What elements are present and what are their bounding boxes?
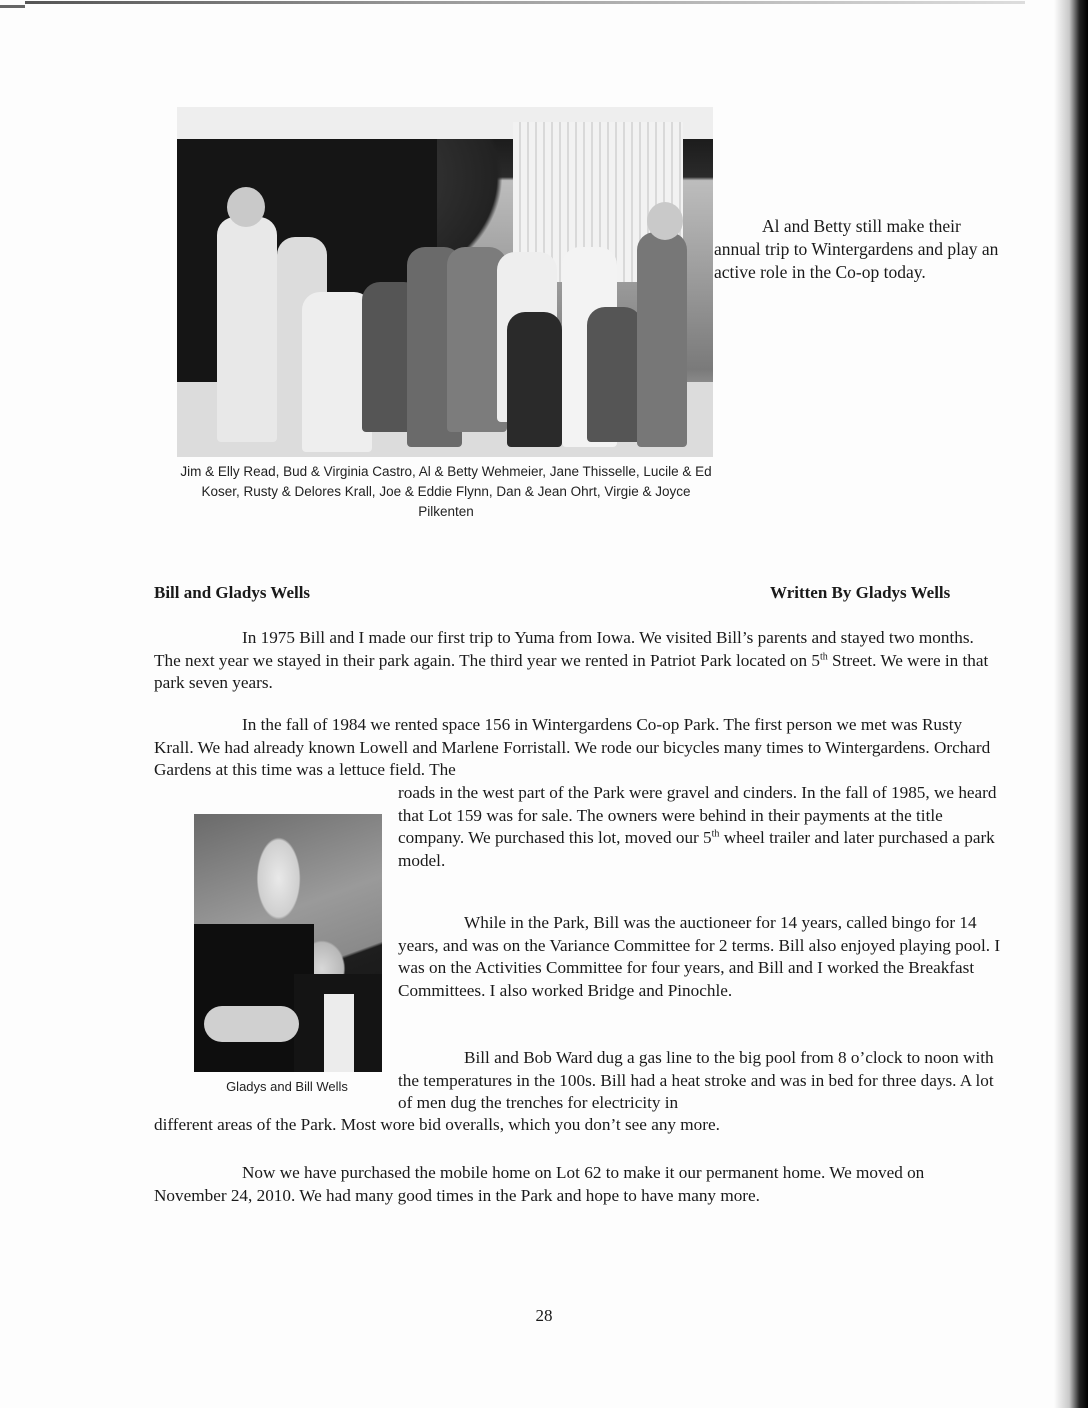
superscript-ordinal: th	[711, 828, 720, 840]
paragraph-1	[154, 627, 999, 695]
paragraph-5-text: Now we have purchased the mobile home on Lot 62 to make it our permanent home. We moved on November 24, 2010. We had many good times in the Park and hope to have many more.	[154, 1163, 925, 1205]
paragraph-3	[398, 912, 1004, 1002]
group-photo	[177, 107, 713, 457]
paragraph-2-start	[154, 714, 1004, 782]
side-note-text: Al and Betty still make their annual trip to Wintergardens and play an active role in the Co-op today.	[714, 216, 999, 282]
photo-head	[227, 187, 265, 227]
paragraph-2-start-text: In the fall of 1984 we rented space 156 in Wintergardens Co-op Park. The first person we met was Rusty Krall. We had already known Lowell and Marlene Forristall. We rode our bicycles many times to Wintergardens. Orchard Gardens at this time was a lettuce field. The	[154, 715, 991, 779]
photo-head	[647, 202, 683, 240]
photo-person	[507, 312, 562, 447]
paragraph-4-continued: different areas of the Park. Most wore bid overalls, which you don’t see any more.	[154, 1115, 720, 1134]
page-number: 28	[535, 1306, 553, 1325]
side-note	[714, 215, 1004, 284]
paragraph-1-text-end: Street. We were in that park seven years.	[154, 650, 989, 692]
paragraph-4-start-text: Bill and Bob Ward dug a gas line to the big pool from 8 o’clock to noon with the temperatures in the 100s. Bill had a heat stroke and was in bed for three days. A lot of men dug the trenches for electricity in	[398, 1048, 994, 1112]
scan-artifact-top-edge	[25, 1, 1025, 4]
paragraph-5	[154, 1162, 999, 1207]
photo-person	[217, 217, 277, 442]
scan-artifact-binding-shadow	[1054, 0, 1088, 1408]
article-byline: Written By Gladys Wells	[770, 583, 951, 602]
paragraph-2-continued-text-end: wheel trailer and later purchased a park model.	[398, 828, 995, 870]
portrait-hand	[204, 1006, 299, 1042]
portrait-photo	[194, 814, 382, 1072]
paragraph-2-continued	[398, 782, 1004, 872]
group-photo-caption: Jim & Elly Read, Bud & Virginia Castro, Al & Betty Wehmeier, Jane Thisselle, Lucile & Ed Koser, Rusty & Delores Krall, Joe & Eddie Flynn, Dan & Jean Ohrt, Virgie & Joyce Pilkenten	[180, 464, 712, 519]
article-title: Bill and Gladys Wells	[154, 583, 311, 602]
portrait-caption: Gladys and Bill Wells	[226, 1079, 348, 1094]
paragraph-3-text: While in the Park, Bill was the auctioneer for 14 years, called bingo for 14 years, and was on the Variance Committee for 2 terms. Bill also enjoyed playing pool. I was on the Activities Committee for four years, and Bill and I worked the Breakfast Committees. I also worked Bridge and Pinochle.	[398, 913, 1001, 1000]
photo-person	[637, 232, 687, 447]
superscript-ordinal: th	[819, 650, 828, 662]
paragraph-4-start	[398, 1047, 1004, 1115]
paragraph-2-continued-text: roads in the west part of the Park were gravel and cinders. In the fall of 1985, we heard that Lot 159 was for sale. The owners were behind in their payments at the title company. We purchased this lot, moved our 5	[398, 783, 997, 847]
paragraph-1-text: In 1975 Bill and I made our first trip to Yuma from Iowa. We visited Bill’s parents and stayed two months. The next year we stayed in their park again. The third year we rented in Patriot Park located on 5	[154, 628, 974, 670]
scan-artifact-mark	[0, 5, 25, 8]
portrait-shirt	[324, 994, 354, 1072]
photo-person	[587, 307, 642, 442]
